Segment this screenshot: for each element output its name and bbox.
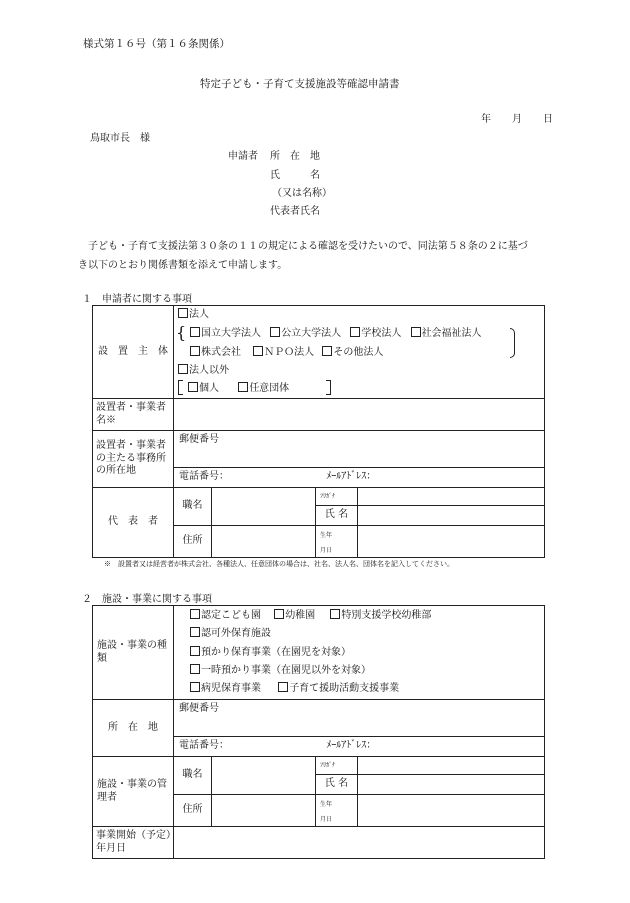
facility-type-option[interactable]: 幼稚園 (274, 610, 315, 621)
location-label-cell (93, 700, 174, 757)
applicant-address-label: 所 在 地 (270, 151, 320, 162)
date-day: 日 (543, 114, 553, 125)
corp-types-row2 (190, 346, 383, 360)
office-phone-field[interactable] (174, 468, 545, 488)
facility-types-row-last (190, 682, 399, 696)
checkbox[interactable] (178, 308, 188, 318)
address-label: 住所 (182, 804, 203, 816)
corp-type-option[interactable]: 公立大学法人 (270, 328, 341, 339)
start-date-field[interactable] (174, 827, 545, 859)
founder-label: 設 置 主 体 (98, 345, 168, 357)
applicant-name-label: 氏 名 (270, 170, 320, 181)
name-label-cell (316, 506, 358, 526)
location-phone-field[interactable] (174, 737, 545, 757)
corp-type-option[interactable]: ＮＰＯ法人 (253, 347, 314, 358)
applicant-label: 申請者 (228, 151, 258, 162)
left-bracket (178, 380, 183, 395)
address-label: 住所 (182, 535, 203, 547)
facility-type-option[interactable]: 預かり保育事業（在園児を対象） (190, 646, 351, 660)
corp-type-option[interactable]: 社会福祉法人 (411, 328, 482, 339)
corp-types-row1 (190, 327, 482, 341)
body-text-line1: 子ども・子育て支援法第３０条の１１の規定による確認を受けたいので、同法第５８条の２に基づ (78, 241, 528, 252)
dob-label-line1: 生年 (320, 800, 333, 808)
name-label: 氏 名 (324, 509, 349, 521)
rep-label-cell (93, 488, 174, 558)
facility-type-option[interactable]: 一時預かり事業（在園児以外を対象） (190, 664, 371, 678)
office-postal-field[interactable] (174, 431, 545, 468)
applicant-corp-name-label: （又は名称） (272, 188, 332, 199)
corp-type-option[interactable]: 株式会社 (190, 347, 241, 358)
applicant-table (92, 305, 545, 558)
location-postal-field[interactable] (174, 700, 545, 737)
position-label: 職名 (182, 500, 203, 512)
address-label-cell (174, 526, 212, 558)
operator-name-field[interactable] (174, 399, 545, 431)
rep-position-field[interactable] (212, 488, 316, 526)
office-label: 設置者・事業者の主たる事務所の所在地 (96, 440, 166, 477)
operator-name-label-cell (93, 399, 174, 431)
form-title: 特定子ども・子育て支援施設等確認申請書 (200, 78, 400, 90)
rep-dob-field[interactable] (358, 526, 545, 558)
form-number: 様式第１６号（第１６条関係） (83, 38, 230, 50)
position-label: 職名 (182, 769, 203, 781)
address-label-cell (174, 795, 212, 827)
phone-label: 電話番号： (179, 471, 229, 483)
phone-label: 電話番号： (179, 740, 229, 752)
facility-type-option[interactable]: 子育て援助活動支援事業 (278, 683, 399, 694)
facility-type-option[interactable]: 認定こども園 (190, 610, 261, 621)
name-label-cell (316, 775, 358, 795)
founder-options-cell (174, 306, 545, 399)
dob-label-line2: 月日 (320, 546, 333, 554)
section1-note: ※ 設置者又は経営者が株式会社、各種法人、任意団体の場合は、社名、法人名、団体名を記入してください。 (104, 560, 454, 568)
facility-types-row1 (190, 609, 431, 623)
furigana-label: ﾌﾘｶﾞﾅ (320, 493, 336, 501)
left-brace: { (176, 323, 187, 342)
dob-label-cell (316, 526, 358, 558)
noncorp-type-option[interactable]: 個人 (188, 383, 219, 394)
operator-name-label: 設置者・事業者名※ (96, 402, 166, 426)
founder-label-cell (93, 306, 174, 399)
furigana-label-cell (316, 757, 358, 775)
applicant-rep-name-label: 代表者氏名 (270, 206, 320, 217)
start-date-label: 事業開始（予定）年月日 (96, 830, 171, 854)
location-label: 所 在 地 (108, 721, 158, 733)
email-label: ﾒｰﾙｱﾄﾞﾚｽ： (326, 740, 377, 752)
section1-heading: １ 申請者に関する事項 (82, 294, 192, 305)
corp-type-option[interactable]: 学校法人 (350, 328, 401, 339)
facility-type-label: 施設・事業の種類 (97, 640, 167, 664)
manager-label: 施設・事業の管理者 (97, 779, 167, 803)
rep-name-field[interactable] (358, 506, 545, 526)
right-bracket (326, 380, 331, 395)
section2-heading: ２ 施設・事業に関する事項 (82, 594, 212, 605)
manager-address-field[interactable] (212, 795, 316, 827)
furigana-label: ﾌﾘｶﾞﾅ (320, 762, 336, 770)
manager-label-cell (93, 757, 174, 827)
manager-furigana-field[interactable] (358, 757, 545, 775)
rep-label: 代 表 者 (108, 516, 158, 528)
facility-type-option[interactable]: 病児保育事業 (190, 683, 261, 694)
start-date-label-cell (93, 827, 174, 859)
facility-table (92, 605, 545, 859)
corp-type-option[interactable]: 国立大学法人 (190, 328, 261, 339)
noncorp-option[interactable]: 法人以外 (178, 364, 229, 378)
postal-label: 郵便番号 (179, 703, 219, 714)
office-label-cell (93, 431, 174, 488)
name-label: 氏 名 (324, 778, 349, 790)
corp-type-option[interactable]: その他法人 (322, 347, 383, 358)
rep-address-field[interactable] (212, 526, 316, 558)
postal-label: 郵便番号 (179, 434, 219, 445)
furigana-label-cell (316, 488, 358, 506)
position-label-cell (174, 757, 212, 795)
noncorp-types-row (188, 382, 289, 396)
body-text-line2: き以下のとおり関係書類を添えて申請します。 (78, 260, 288, 271)
date-year: 年 (481, 114, 491, 125)
manager-position-field[interactable] (212, 757, 316, 795)
dob-label-line2: 月日 (320, 815, 333, 823)
date-month: 月 (512, 114, 522, 125)
corp-option[interactable]: 法人 (178, 308, 209, 322)
facility-type-options-cell (174, 606, 545, 700)
email-label: ﾒｰﾙｱﾄﾞﾚｽ： (326, 471, 377, 483)
position-label-cell (174, 488, 212, 526)
rep-furigana-field[interactable] (358, 488, 545, 506)
manager-dob-field[interactable] (358, 795, 545, 827)
noncorp-type-option[interactable]: 任意団体 (238, 383, 289, 394)
manager-name-field[interactable] (358, 775, 545, 795)
facility-type-label-cell (93, 606, 174, 700)
right-brace (510, 328, 515, 358)
facility-type-option[interactable]: 認可外保育施設 (190, 627, 271, 641)
dob-label-cell (316, 795, 358, 827)
addressee: 鳥取市長 様 (90, 133, 150, 144)
facility-type-option[interactable]: 特別支援学校幼稚部 (330, 610, 431, 621)
dob-label-line1: 生年 (320, 531, 333, 539)
